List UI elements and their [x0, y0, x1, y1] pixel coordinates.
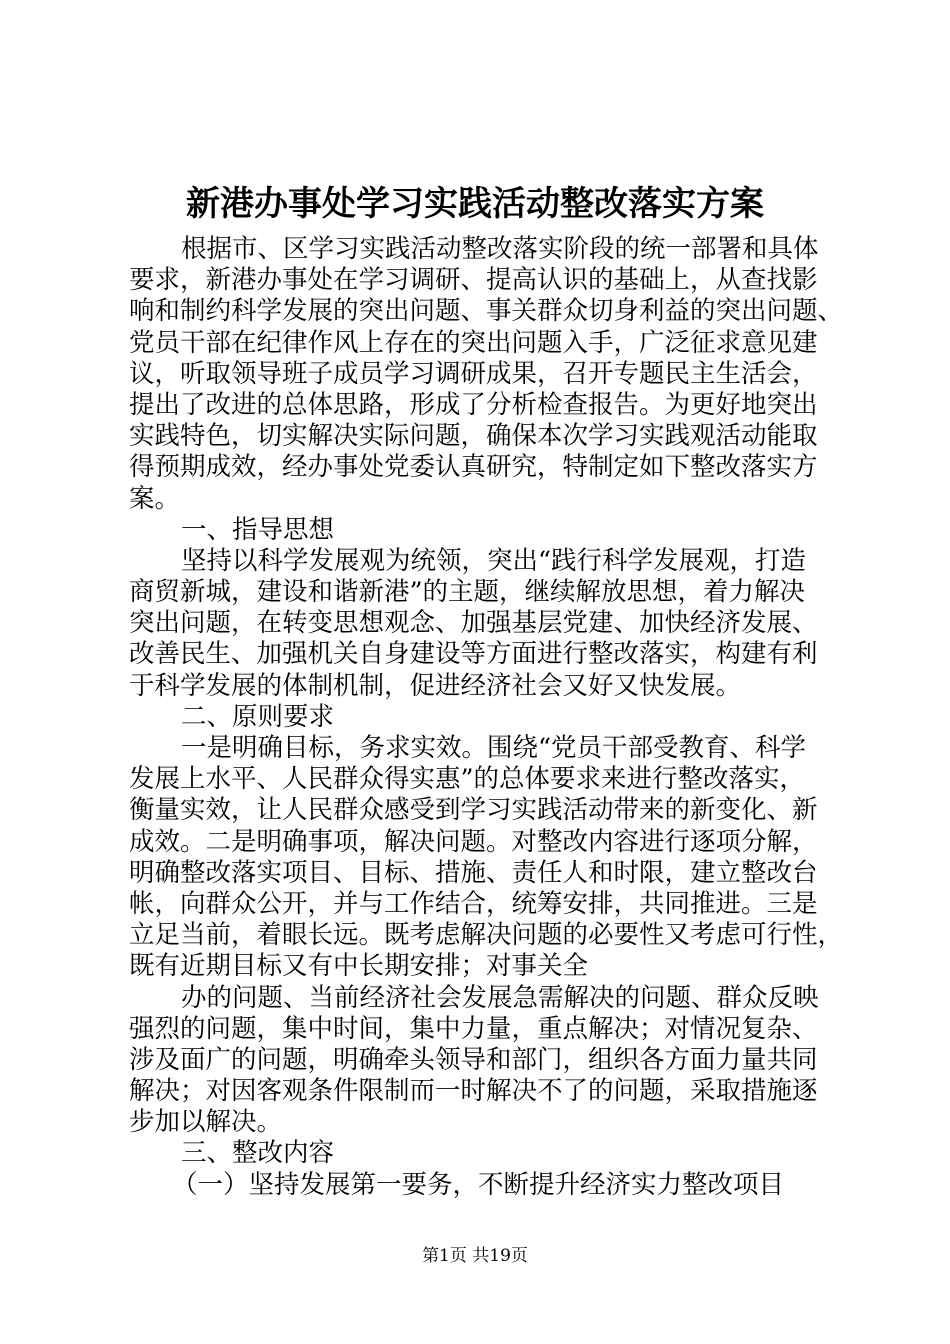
paragraph-line: 涉及面广的问题，明确牵头领导和部门，组织各方面力量共同	[129, 1044, 818, 1075]
paragraph-line: 坚持以科学发展观为统领，突出“践行科学发展观，打造	[181, 545, 807, 576]
subsection-heading: （一）坚持发展第一要务，不断提升经济实力整改项目	[172, 1169, 785, 1200]
paragraph-line: 一是明确目标，务求实效。围绕“党员干部受教育、科学	[181, 733, 807, 763]
paragraph-line: 改善民生、加强机关自身建设等方面进行整改落实，构建有利	[129, 639, 818, 670]
paragraph-line: 办的问题、当前经济社会发展急需解决的问题、群众反映	[181, 982, 819, 1013]
paragraph-line: 帐，向群众公开，并与工作结合，统筹安排，共同推进。三是	[129, 888, 818, 919]
paragraph-line: 成效。二是明确事项，解决问题。对整改内容进行逐项分解，	[129, 826, 818, 857]
paragraph-line: 明确整改落实项目、目标、措施、责任人和时限，建立整改台	[129, 857, 818, 888]
paragraph-line: 党员干部在纪律作风上存在的突出问题入手，广泛征求意见建	[129, 327, 818, 358]
paragraph-line: 要求，新港办事处在学习调研、提高认识的基础上，从查找影	[129, 265, 818, 296]
paragraph-line: 既有近期目标又有中长期安排；对事关全	[129, 951, 589, 982]
paragraph-line: 商贸新城，建设和谐新港”的主题，继续解放思想，着力解决	[129, 577, 806, 608]
paragraph-line: 于科学发展的体制机制，促进经济社会又好又快发展。	[129, 670, 742, 701]
paragraph-line: 步加以解决。	[129, 1107, 283, 1138]
paragraph-line: 强烈的问题，集中时间，集中力量，重点解决；对情况复杂、	[129, 1013, 818, 1044]
paragraph-line: 提出了改进的总体思路，形成了分析检查报告。为更好地突出	[129, 389, 818, 420]
paragraph-line: 响和制约科学发展的突出问题、事关群众切身利益的突出问题、	[129, 296, 844, 327]
paragraph-line: 发展上水平、人民群众得实惠”的总体要求来进行整改落实，	[129, 764, 806, 795]
section-heading: 二、原则要求	[181, 701, 335, 732]
paragraph-line: 突出问题，在转变思想观念、加强基层党建、加快经济发展、	[129, 608, 818, 639]
paragraph-line: 立足当前，着眼长远。既考虑解决问题的必要性又考虑可行性，	[129, 920, 844, 951]
document-body	[129, 234, 855, 1201]
paragraph-line: 得预期成效，经办事处党委认真研究，特制定如下整改落实方	[129, 452, 818, 483]
document-title: 新港办事处学习实践活动整改落实方案	[186, 184, 764, 224]
page-footer: 第1页 共19页	[422, 1246, 528, 1266]
section-heading: 三、整改内容	[181, 1138, 335, 1169]
section-heading: 一、指导思想	[181, 514, 335, 545]
paragraph-line: 实践特色，切实解决实际问题，确保本次学习实践观活动能取	[129, 421, 818, 452]
paragraph-line: 解决；对因客观条件限制而一时解决不了的问题，采取措施逐	[129, 1076, 818, 1107]
paragraph-line: 衡量实效，让人民群众感受到学习实践活动带来的新变化、新	[129, 795, 818, 826]
paragraph-line: 议，听取领导班子成员学习调研成果，召开专题民主生活会，	[129, 358, 818, 389]
paragraph-line: 案。	[129, 483, 181, 514]
paragraph-line: 根据市、区学习实践活动整改落实阶段的统一部署和具体	[181, 234, 819, 264]
